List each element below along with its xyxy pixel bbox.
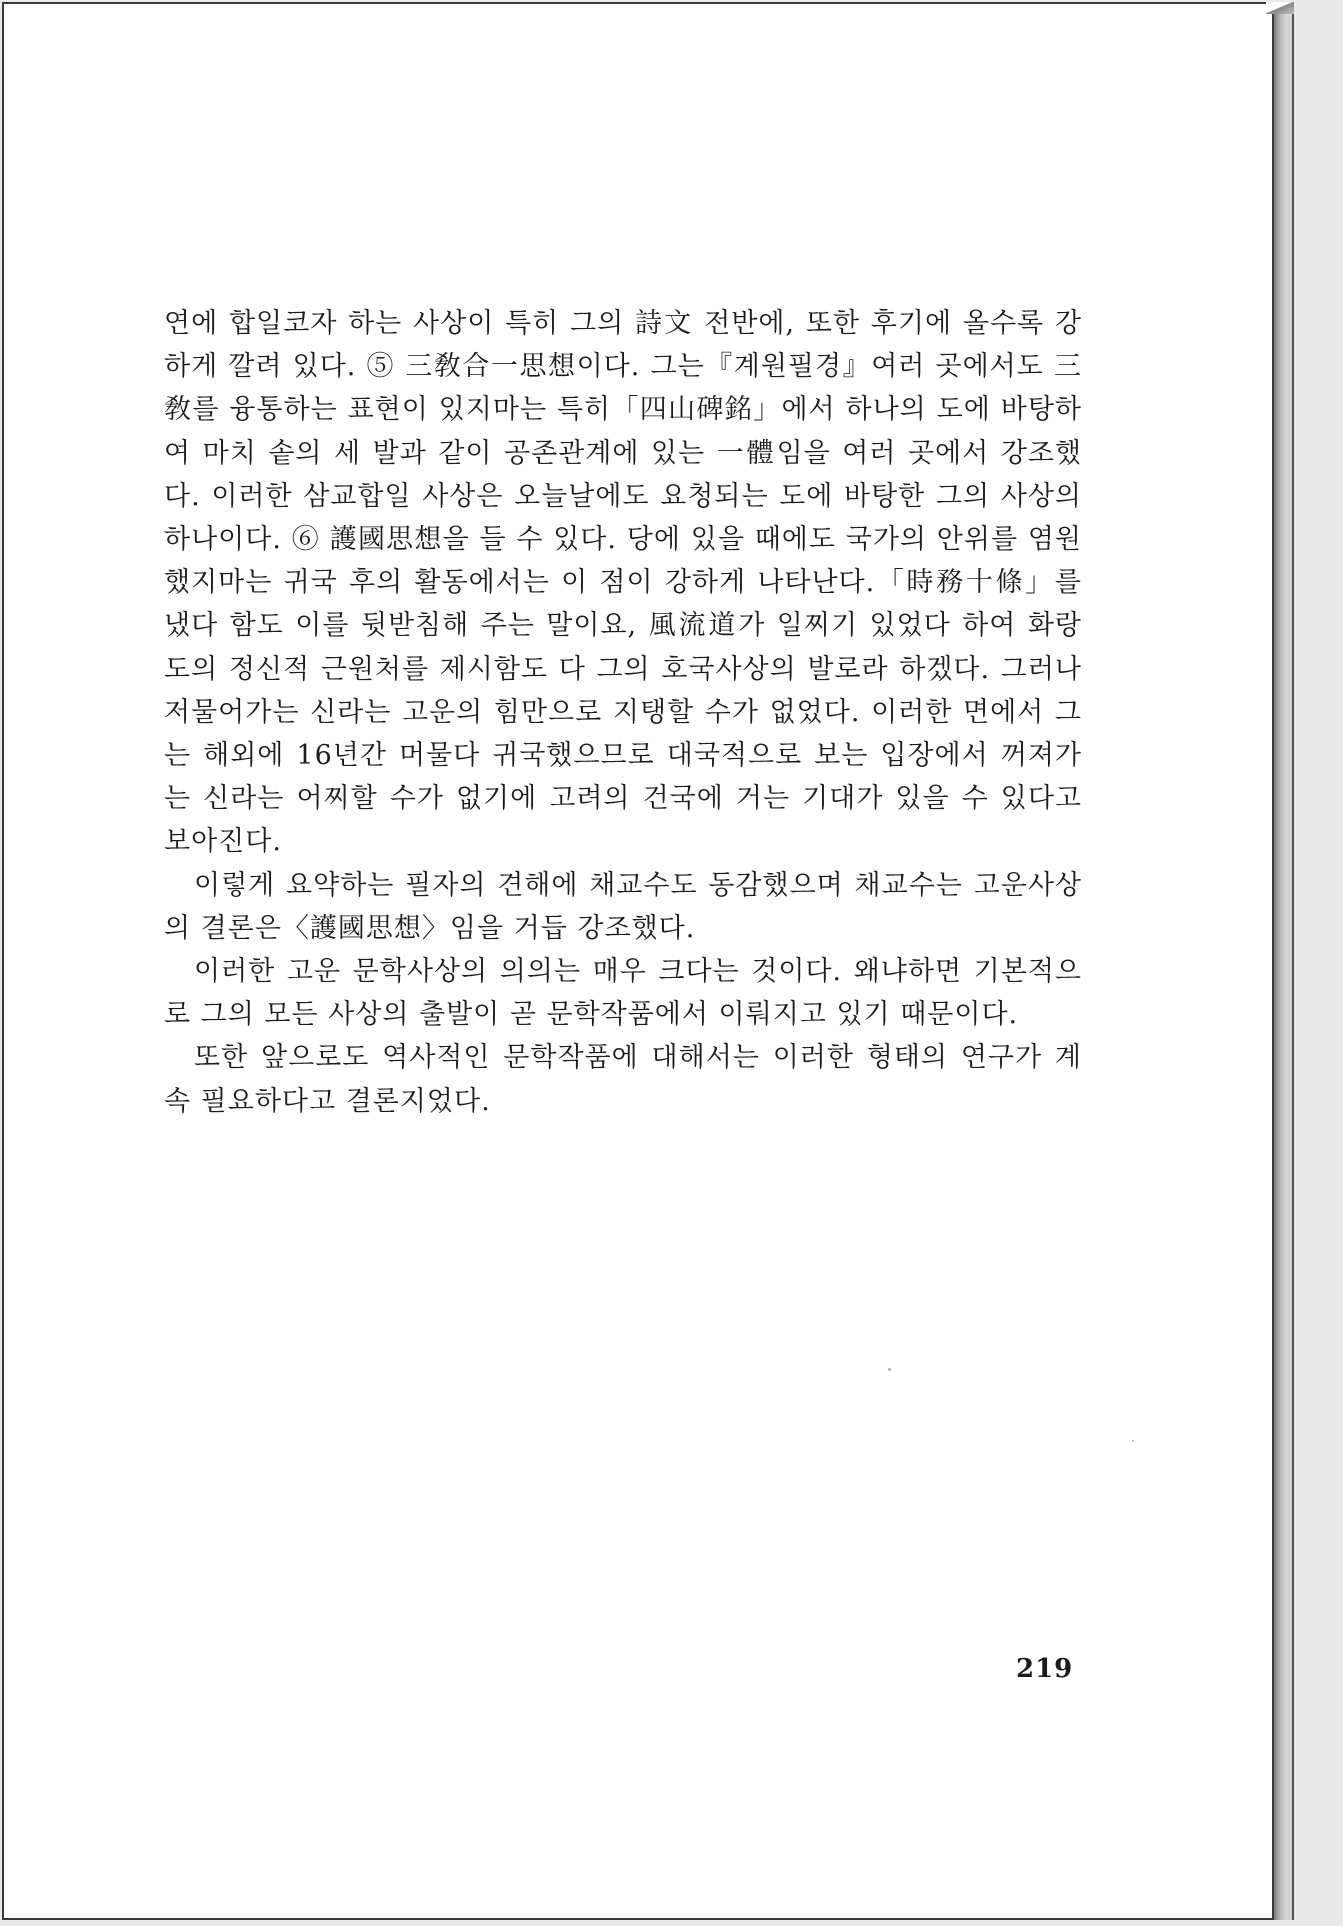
page-number: 219: [1016, 1654, 1074, 1684]
paragraph-1: 연에 합일코자 하는 사상이 특히 그의 詩文 전반에, 또한 후기에 올수록 강하게 깔려 있다. ⑤ 三敎合一思想이다. 그는『계원필경』여러 곳에서도 三敎를 융통하는 표현이 있지마는 특히「四山碑銘」에서 하나의 도에 바탕하여 마치 솥의 세 발과 같이 공존관계에 있는 一體임을 여러 곳에서 강조했다. 이러한 삼교합일 사상은 오늘날에도 요청되는 도에 바탕한 그의 사상의 하나이다. ⑥ 護國思想을 들 수 있다. 당에 있을 때에도 국가의 안위를 염원했지마는 귀국 후의 활동에서는 이 점이 강하게 나타난다.「時務十條」를 냈다 함도 이를 뒷받침해 주는 말이요, 風流道가 일찌기 있었다 하여 화랑도의 정신적 근원처를 제시함도 다 그의 호국사상의 발로라 하겠다. 그러나 저물어가는 신라는 고운의 힘만으로 지탱할 수가 없었다. 이러한 면에서 그는 해외에 16년간 머물다 귀국했으므로 대국적으로 보는 입장에서 꺼져가는 신라는 어찌할 수가 없기에 고려의 건국에 거는 기대가 있을 수 있다고 보아진다.: [164, 308, 1082, 858]
paragraph-3: 이러한 고운 문학사상의 의의는 매우 크다는 것이다. 왜냐하면 기본적으로 그의 모든 사상의 출발이 곧 문학작품에서 이뤄지고 있기 때문이다.: [164, 956, 1082, 1031]
book-page: [2, 2, 1274, 1920]
page-corner: [1266, 2, 1294, 14]
scan-speck: [888, 1368, 891, 1371]
paragraph-2: 이렇게 요약하는 필자의 견해에 채교수도 동감했으며 채교수는 고운사상의 결론은〈護國思想〉임을 거듭 강조했다.: [164, 869, 1082, 944]
paragraph-4: 또한 앞으로도 역사적인 문학작품에 대해서는 이러한 형태의 연구가 계속 필요하다고 결론지었다.: [164, 1042, 1082, 1117]
scan-speck: [1132, 1440, 1134, 1442]
page-edge-shadow: [1274, 6, 1294, 1920]
body-text: [164, 302, 1082, 1123]
